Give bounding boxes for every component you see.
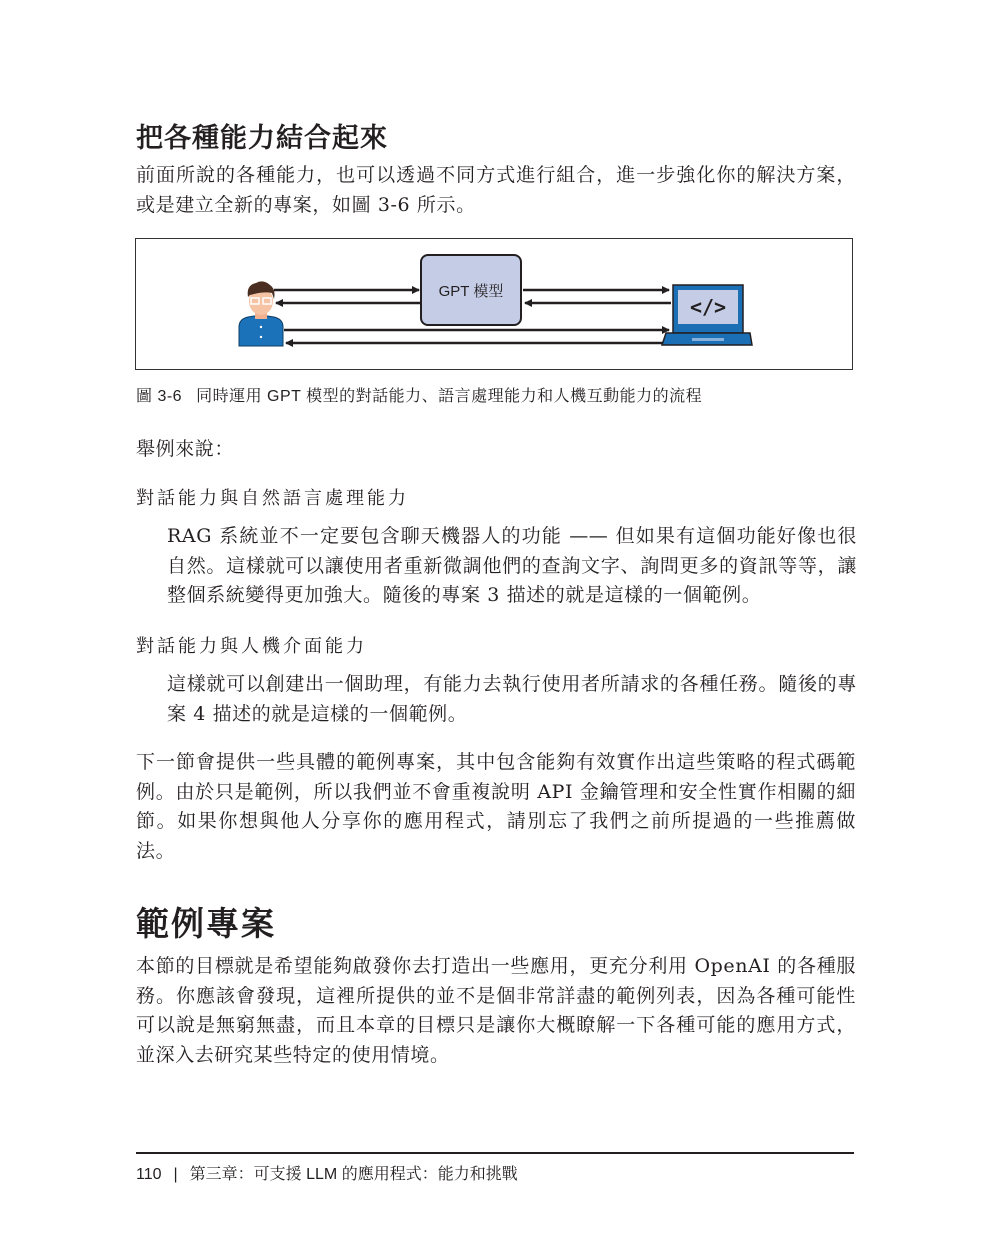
running-chapter-title: 第三章：可支援 LLM 的應用程式：能力和挑戰 [189, 1166, 518, 1183]
code-glyph: </> [689, 295, 727, 319]
footer-rule [136, 1152, 854, 1154]
section-heading: 把各種能力結合起來 [136, 123, 388, 153]
figure-caption-number: 圖 3-6 [136, 388, 183, 405]
intro-paragraph: 前面所說的各種能力，也可以透過不同方式進行組合，進一步強化你的解決方案，或是建立全新的專案，如圖 3-6 所示。 [136, 164, 856, 216]
next-section-paragraph: 下一節會提供一些具體的範例專案，其中包含能夠有效實作出這些策略的程式碼範例。由於只是範例，所以我們並不會重複說明 API 金鑰管理和安全性實作相關的細節。如果你想與他人分享你的應用程式，請別忘了我們之前所提過的一些推薦做法。 [136, 751, 856, 862]
chapter-section-paragraph: 本節的目標就是希望能夠啟發你去打造出一些應用，更充分利用 OpenAI 的各種服務。你應該會發現，這裡所提供的並不是個非常詳盡的範例列表，因為各種可能性可以說是無窮無盡，而且本章的目標只是讓你大概瞭解一下各種可能的應用方式，並深入去研究某些特定的使用情境。 [136, 955, 856, 1066]
term-description: 這樣就可以創建出一個助理，有能力去執行使用者所請求的各種任務。隨後的專案 4 描述的就是這樣的一個範例。 [167, 673, 857, 725]
term-description: RAG 系統並不一定要包含聊天機器人的功能 —— 但如果有這個功能好像也很自然。這樣就可以讓使用者重新微調他們的查詢文字、詢問更多的資訊等等，讓整個系統變得更加強大。隨後的專案 3 描述的就是這樣的一個範例。 [167, 525, 857, 606]
gpt-model-label: GPT 模型 [438, 283, 504, 300]
term-heading: 對話能力與人機介面能力 [136, 636, 367, 657]
page-footer [136, 1161, 518, 1184]
page-number: 110 [136, 1166, 162, 1183]
example-lead: 舉例來說： [136, 438, 235, 460]
footer-separator: | [173, 1166, 178, 1183]
laptop-code-icon [662, 285, 752, 345]
flow-diagram [136, 239, 852, 369]
figure-caption-text: 同時運用 GPT 模型的對話能力、語言處理能力和人機互動能力的流程 [196, 388, 703, 405]
chapter-section-heading: 範例專案 [136, 905, 276, 942]
term-heading: 對話能力與自然語言處理能力 [136, 488, 409, 509]
figure-caption [136, 383, 702, 406]
figure-3-6 [135, 238, 853, 370]
